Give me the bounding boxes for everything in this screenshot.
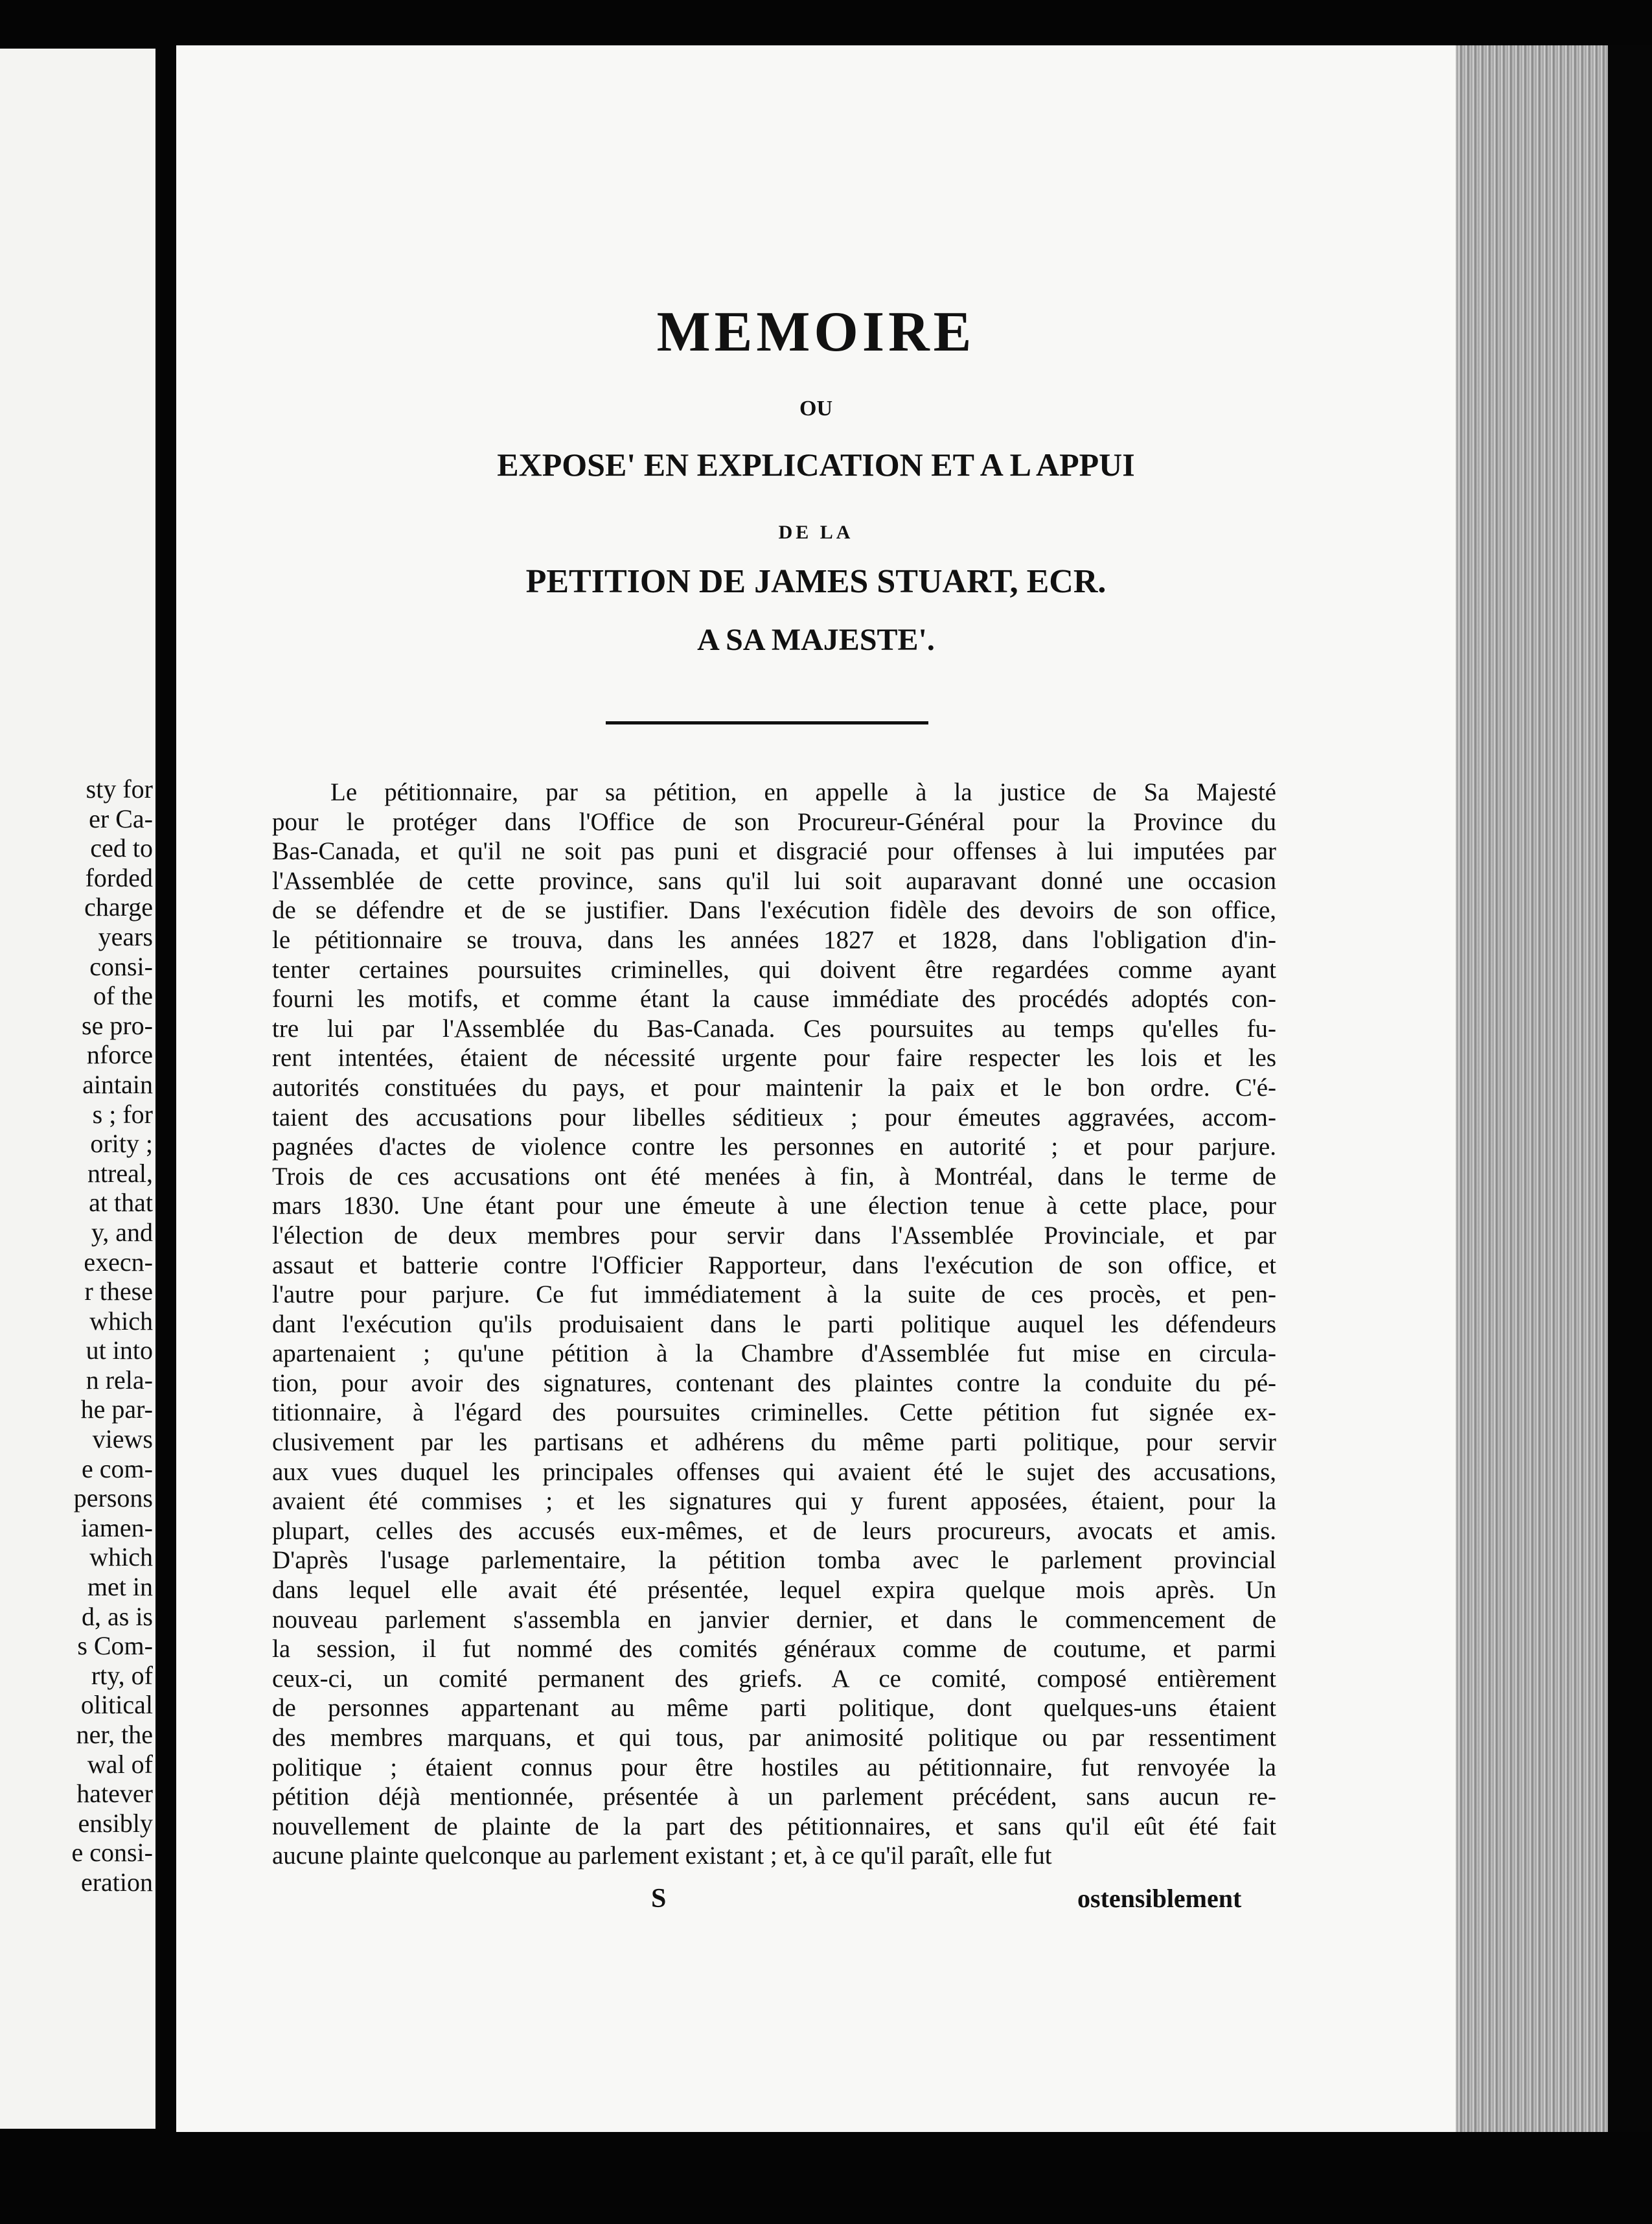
left-page-line: ced to [90,833,153,863]
document-title: MEMOIRE [656,301,976,364]
title-conjunction: OU [799,397,832,421]
background-shadow [1608,45,1652,2132]
left-page-line: of the [93,981,153,1011]
left-page-line: er Ca- [89,804,153,833]
left-page-line: nforce [86,1040,153,1070]
text-line: la session, il fut nommé des comités généraux comme de coutume, et parmi [272,1635,1276,1663]
text-line: nouvellement de plainte de la part des pétitionnaires, et sans qu'il eût été fait [272,1812,1276,1840]
text-line: le pétitionnaire se trouva, dans les années 1827 et 1828, dans l'obligation d'in- [272,925,1276,954]
left-page-line: y, and [91,1217,153,1247]
left-page-line: s ; for [92,1099,153,1129]
left-page-line: ority ; [90,1129,153,1159]
text-line: titionnaire, à l'égard des poursuites criminelles. Cette pétition fut signée ex- [272,1398,1276,1427]
left-page-line: forded [85,863,153,892]
heading-rule [606,721,928,724]
text-line: l'élection de deux membres pour servir dans l'Assemblée Provinciale, et par [272,1221,1276,1249]
text-line: l'Assemblée de cette province, sans qu'il lui soit auparavant donné une occasion [272,866,1276,895]
text-line: tion, pour avoir des signatures, contenant des plaintes contre la conduite du pé- [272,1369,1276,1397]
left-page-line: n rela- [86,1365,153,1395]
left-page-line: consi- [89,951,153,981]
text-line: des membres marquans, et qui tous, par animosité politique ou par ressentiment [272,1724,1276,1752]
left-page-line: met in [87,1572,153,1602]
document-subtitle: EXPOSE' EN EXPLICATION ET A L APPUI [497,446,1135,483]
left-page-line: hatever [76,1779,153,1809]
left-page-line: se pro- [82,1010,153,1040]
catchword: ostensiblement [1077,1884,1242,1913]
addressee-heading: A SA MAJESTE'. [697,623,935,657]
text-line: pour le protéger dans l'Office de son Procureur-Général pour la Province du [272,807,1276,836]
left-page-line: views [92,1424,153,1454]
left-page-line: ensibly [78,1808,153,1838]
text-line: avaient été commises ; et les signatures qui y furent apposées, étaient, pour la [272,1487,1276,1516]
left-page-line: which [89,1306,153,1336]
text-line: pagnées d'actes de violence contre les personnes en autorité ; et pour parjure. [272,1133,1276,1161]
text-line: apartenaient ; qu'une pétition à la Chambre d'Assemblée fut mise en circula- [272,1339,1276,1368]
left-page-line: he par- [80,1395,153,1424]
left-page-line: execn- [84,1247,153,1277]
text-line: dant l'exécution qu'ils produisaient dans le parti politique auquel les défendeurs [272,1310,1276,1338]
left-page-line: ner, the [76,1720,153,1749]
text-line: pétition déjà mentionnée, présentée à un parlement précédent, sans aucun re- [272,1783,1276,1811]
text-line: de se défendre et de se justifier. Dans l'exécution fidèle des devoirs de son office, [272,896,1276,925]
text-line: tre lui par l'Assemblée du Bas-Canada. Ces poursuites au temps qu'elles fu- [272,1014,1276,1043]
text-line: plupart, celles des accusés eux-mêmes, et de leurs procureurs, avocats et amis. [272,1516,1276,1545]
body-paragraph [272,778,1276,1871]
text-line: Le pétitionnaire, par sa pétition, en appelle à la justice de Sa Majesté [330,778,1276,806]
left-page-text [0,774,155,1897]
text-line: clusivement par les partisans et adhérens du même parti politique, pour servir [272,1428,1276,1457]
left-page-line: rty, of [91,1660,153,1690]
left-page-line: persons [73,1483,153,1513]
left-page-line: e com- [82,1454,153,1483]
left-page-line: s Com- [77,1631,153,1661]
signature-mark: S [651,1884,667,1914]
text-line: nouveau parlement s'assembla en janvier dernier, et dans le commencement de [272,1605,1276,1634]
text-line: aucune plainte quelconque au parlement existant ; et, à ce qu'il paraît, elle fut [272,1842,1052,1870]
text-line: autorités constituées du pays, et pour maintenir la paix et le bon ordre. C'é- [272,1073,1276,1102]
text-line: ceux-ci, un comité permanent des griefs. A ce comité, composé entièrement [272,1664,1276,1693]
left-page-line: sty for [86,774,153,804]
left-page-line: ntreal, [87,1158,153,1188]
left-page-line: eration [80,1867,153,1897]
left-page-line: r these [84,1277,153,1306]
text-line: l'autre pour parjure. Ce fut immédiatement à la suite de ces procès, et pen- [272,1280,1276,1309]
left-page-line: aintain [82,1069,153,1099]
text-line: Trois de ces accusations ont été menées à fin, à Montréal, dans le terme de [272,1162,1276,1190]
left-page-line: iamen- [80,1512,153,1542]
book-gutter [155,0,176,2224]
subtitle-connector: DE LA [778,522,854,543]
left-page-line: which [89,1542,153,1572]
petition-heading: PETITION DE JAMES STUART, ECR. [525,563,1107,600]
text-line: mars 1830. Une étant pour une émeute à une élection tenue à cette place, pour [272,1192,1276,1220]
text-line: taient des accusations pour libelles séditieux ; pour émeutes aggravées, accom- [272,1103,1276,1131]
left-facing-page [0,49,155,2129]
text-line: fourni les motifs, et comme étant la cause immédiate des procédés adoptés con- [272,985,1276,1014]
left-page-line: olitical [80,1690,153,1720]
left-page-line: years [98,921,153,951]
text-line: rent intentées, étaient de nécessité urgente pour faire respecter les lois et les [272,1044,1276,1072]
left-page-line: ut into [86,1336,153,1365]
text-line: aux vues duquel les principales offenses qui avaient été le sujet des accusations, [272,1457,1276,1486]
text-line: Bas-Canada, et qu'il ne soit pas puni et disgracié pour offenses à lui imputées par [272,837,1276,866]
left-page-line: charge [84,892,153,922]
left-page-line: wal of [87,1749,153,1779]
text-line: de personnes appartenant au même parti politique, dont quelques-uns étaient [272,1694,1276,1722]
left-page-line: d, as is [82,1601,153,1631]
text-line: tenter certaines poursuites criminelles, qui doivent être regardées comme ayant [272,955,1276,984]
text-line: politique ; étaient connus pour être hostiles au pétitionnaire, fut renvoyée la [272,1753,1276,1781]
left-page-line: at that [89,1188,153,1218]
text-line: D'après l'usage parlementaire, la pétition tomba avec le parlement provincial [272,1546,1276,1575]
page-block-edge [1456,45,1608,2132]
left-page-line: e consi- [71,1838,153,1868]
text-line: dans lequel elle avait été présentée, lequel expira quelque mois après. Un [272,1576,1276,1604]
text-line: assaut et batterie contre l'Officier Rapporteur, dans l'exécution de son office, et [272,1251,1276,1279]
